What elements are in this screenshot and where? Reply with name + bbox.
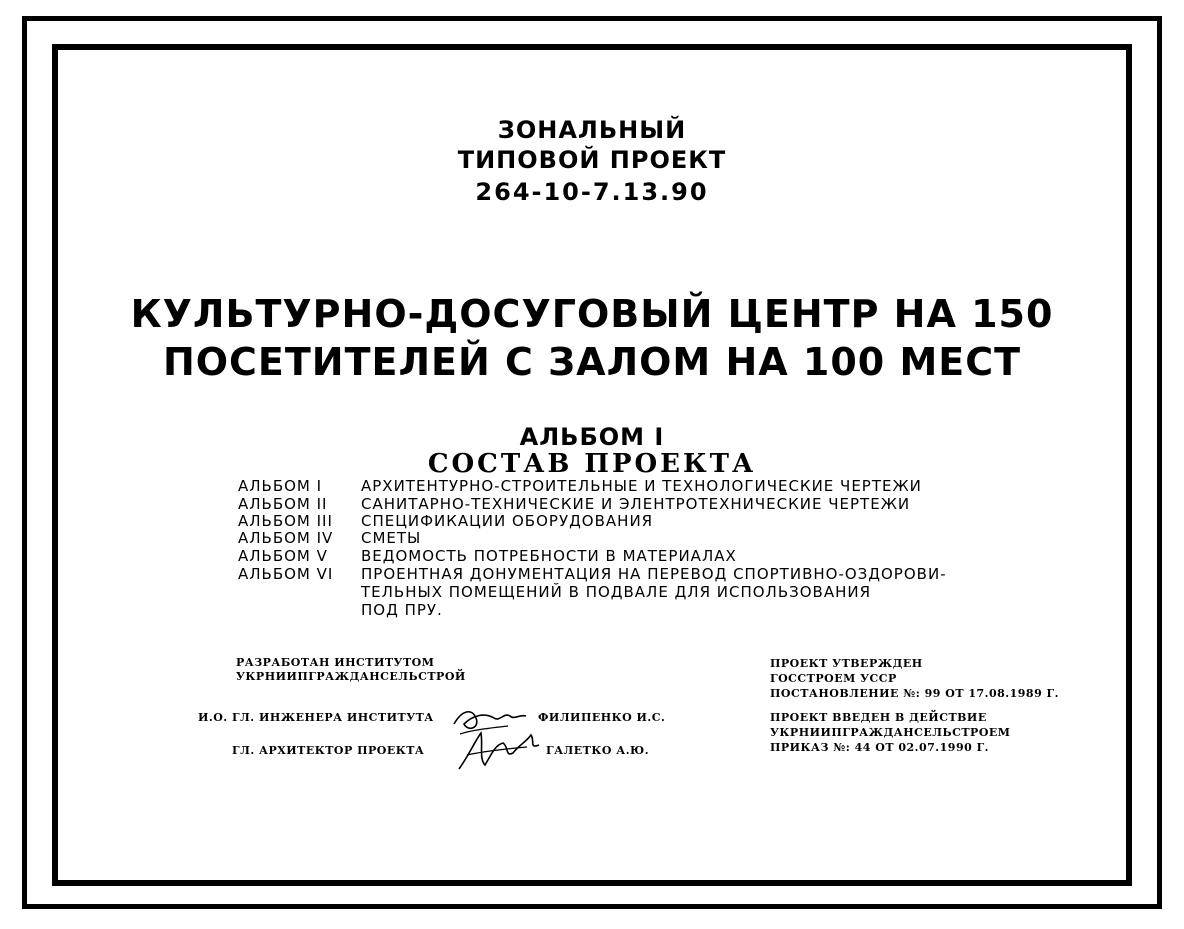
album-description: ПРОЕНТНАЯ ДОНУМЕНТАЦИЯ НА ПЕРЕВОД СПОРТИВНО-ОЗДОРОВИ-	[361, 565, 947, 583]
enactment-line1: ПРОЕКТ ВВЕДЕН В ДЕЙСТВИЕ	[770, 711, 987, 724]
signatory-name: ГАЛЕТКО А.Ю.	[546, 744, 650, 757]
signatory-role: И.О. ГЛ. ИНЖЕНЕРА ИНСТИТУТА	[198, 711, 434, 724]
enactment-line3: ПРИКАЗ №: 44 ОТ 02.07.1990 Г.	[770, 741, 990, 754]
title-line1: КУЛЬТУРНО-ДОСУГОВЫЙ ЦЕНТР НА 150	[130, 292, 1054, 336]
album-description: АРХИТЕНТУРНО-СТРОИТЕЛЬНЫЕ И ТЕХНОЛОГИЧЕСКИЕ ЧЕРТЕЖИ	[361, 477, 922, 495]
album-label: АЛЬБОМ I	[238, 477, 323, 495]
project-code: 264-10-7.13.90	[475, 178, 709, 206]
signature-galetko	[455, 725, 545, 775]
album-description: ВЕДОМОСТЬ ПОТРЕБНОСТИ В МАТЕРИАЛАХ	[361, 547, 737, 565]
album-description: САНИТАРНО-ТЕХНИЧЕСКИЕ И ЭЛЕНТРОТЕХНИЧЕСКИЕ ЧЕРТЕЖИ	[361, 495, 911, 513]
approval-line1: ПРОЕКТ УТВЕРЖДЕН	[770, 657, 923, 670]
album-description: ПОД ПРУ.	[361, 601, 443, 619]
developer-line2: УКРНИИПГРАЖДАНСЕЛЬСТРОЙ	[236, 670, 466, 683]
title-line2: ПОСЕТИТЕЛЕЙ С ЗАЛОМ НА 100 МЕСТ	[162, 340, 1022, 384]
signatory-name: ФИЛИПЕНКО И.С.	[538, 711, 666, 724]
developer-line1: РАЗРАБОТАН ИНСТИТУТОМ	[236, 656, 435, 669]
approval-line3: ПОСТАНОВЛЕНИЕ №: 99 ОТ 17.08.1989 Г.	[770, 687, 1059, 700]
album-label: АЛЬБОМ III	[238, 512, 333, 530]
header-line1: ЗОНАЛЬНЫЙ	[497, 116, 687, 144]
signatory-role: ГЛ. АРХИТЕКТОР ПРОЕКТА	[232, 744, 425, 757]
approval-line2: ГОССТРОЕМ УССР	[770, 672, 897, 685]
header-line2: ТИПОВОЙ ПРОЕКТ	[457, 146, 727, 174]
album-label: АЛЬБОМ V	[238, 547, 328, 565]
album-description: СПЕЦИФИКАЦИИ ОБОРУДОВАНИЯ	[361, 512, 654, 530]
album-label: АЛЬБОМ VI	[238, 565, 334, 583]
album-description: ТЕЛЬНЫХ ПОМЕЩЕНИЙ В ПОДВАЛЕ ДЛЯ ИСПОЛЬЗОВАНИЯ	[361, 583, 872, 601]
composition-heading: СОСТАВ ПРОЕКТА	[427, 449, 757, 479]
album-heading: АЛЬБОМ I	[519, 423, 665, 451]
album-label: АЛЬБОМ II	[238, 495, 328, 513]
album-label: АЛЬБОМ IV	[238, 529, 334, 547]
album-description: СМЕТЫ	[361, 529, 422, 547]
enactment-line2: УКРНИИПГРАЖДАНСЕЛЬСТРОЕМ	[770, 726, 1011, 739]
